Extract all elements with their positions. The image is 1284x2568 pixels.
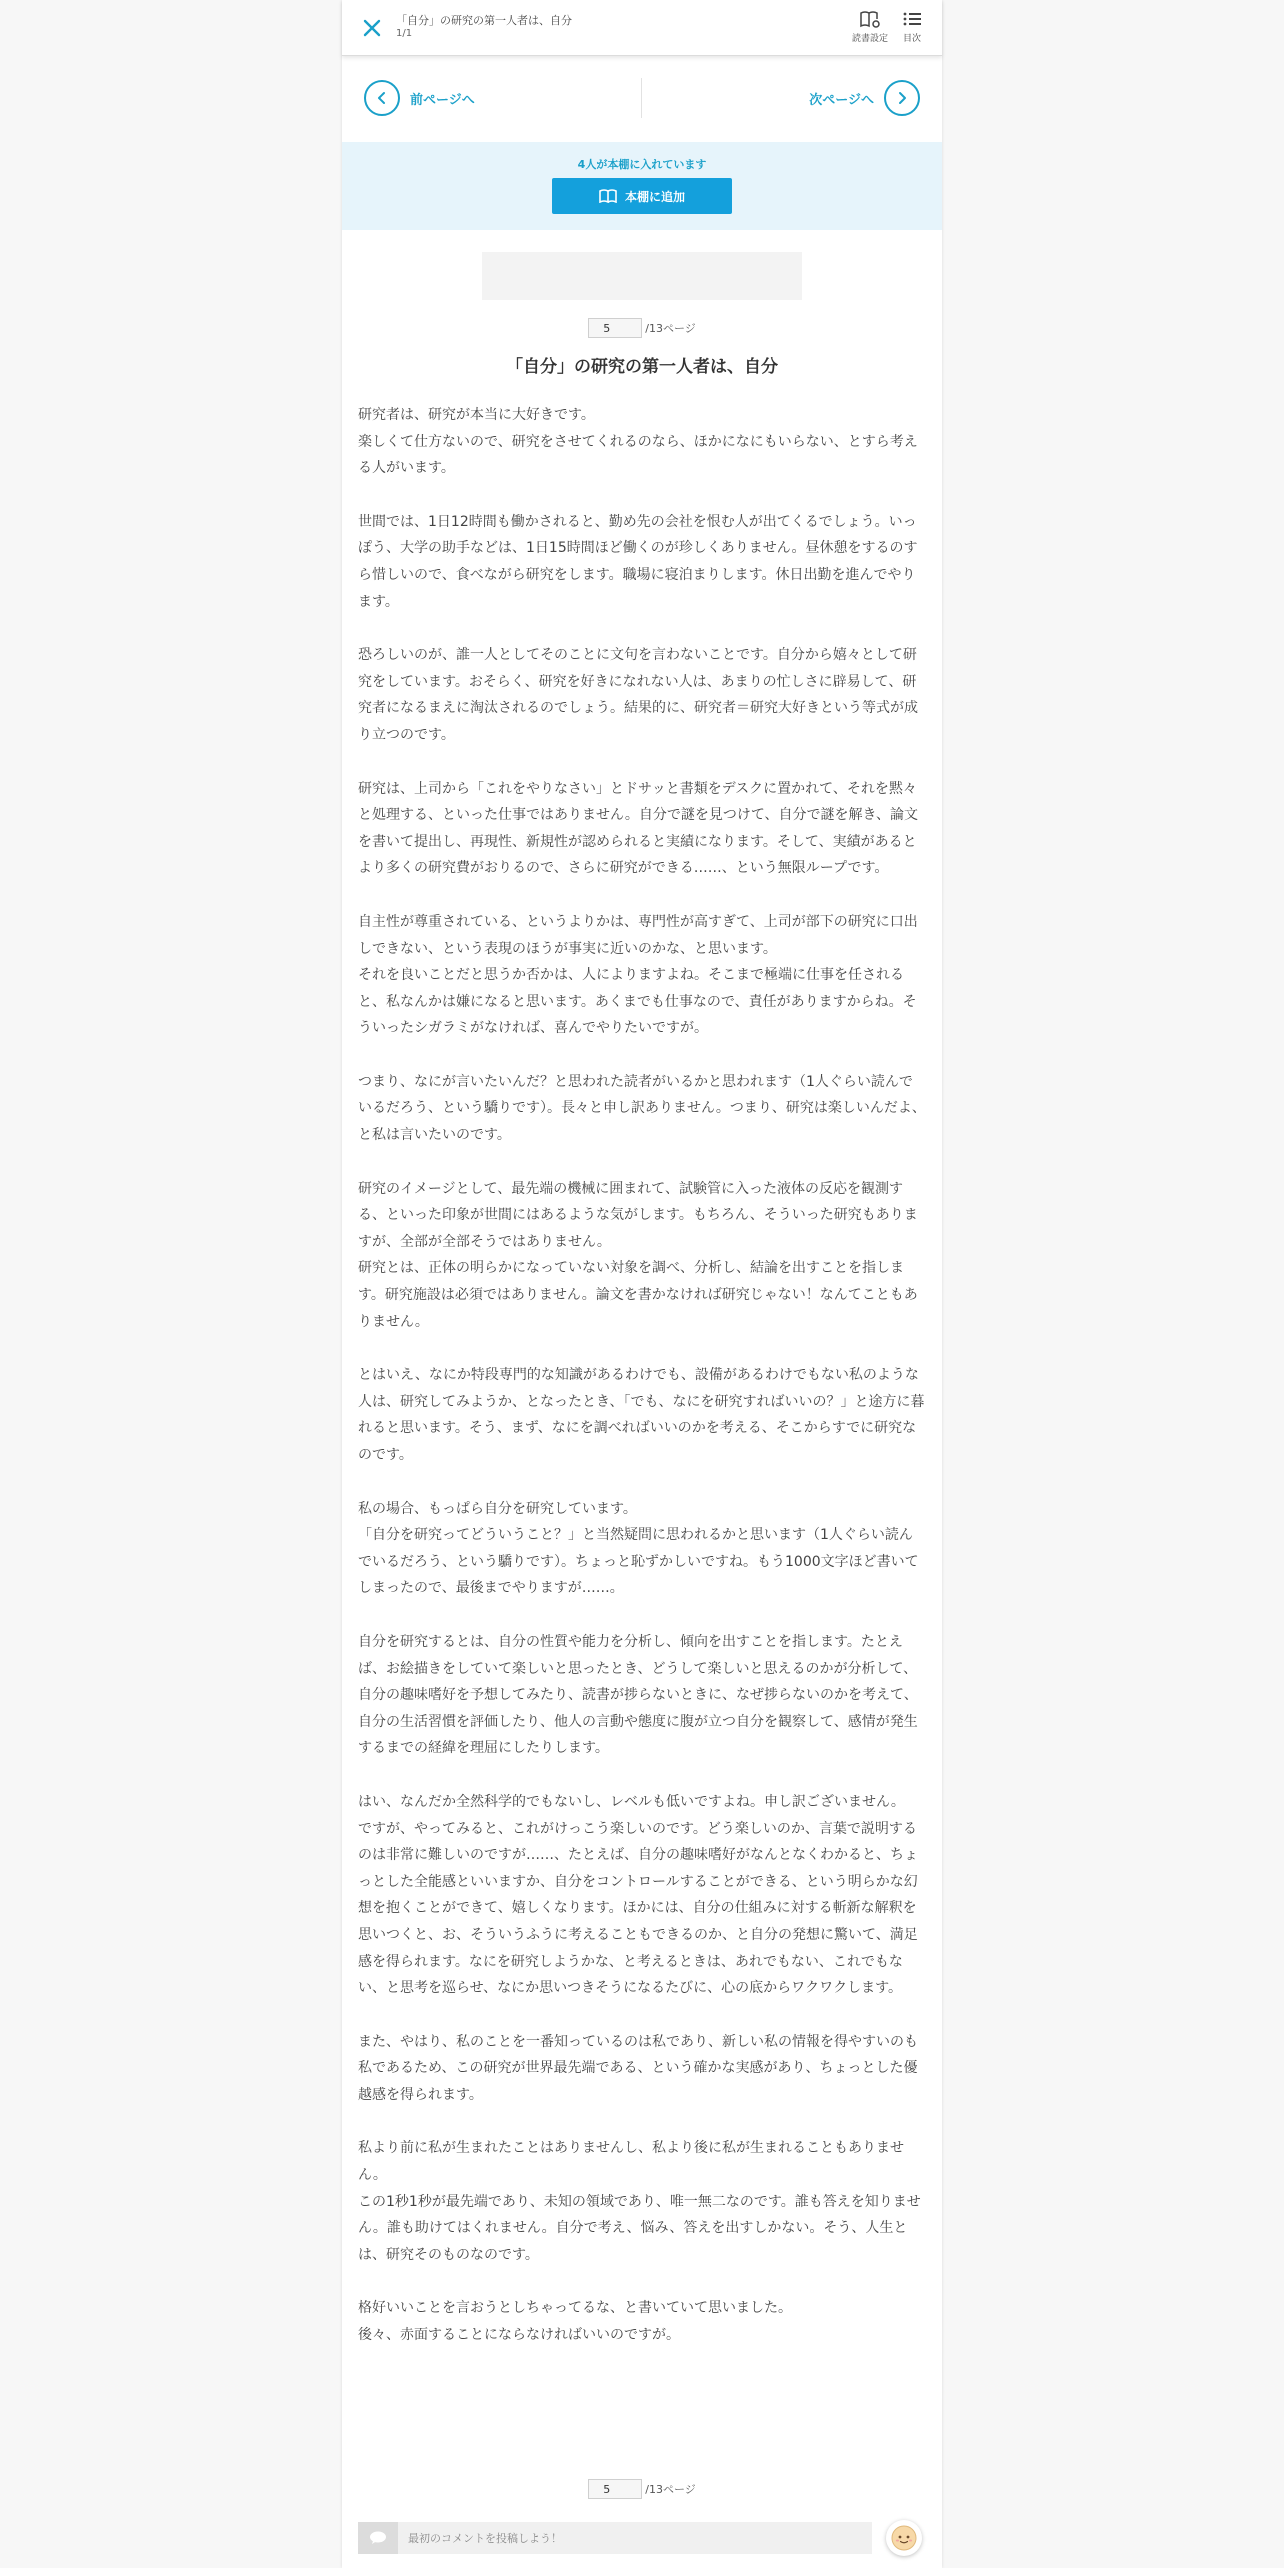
page-navigation: [342, 68, 942, 128]
paragraph: 私より前に私が生まれたことはありませんし、私より後に私が生まれることもありません。 この1秒1秒が最先端であり、未知の領域であり、唯一無二なのです。誰も答えを知りません。誰も助けてはくれません。自分で考え、悩み、答えを出すしかない。そう、人生とは、研究そのものなのです。: [358, 2140, 921, 2263]
reading-settings-button[interactable]: [848, 10, 892, 50]
prev-circle: [364, 80, 400, 116]
next-page-link[interactable]: [809, 80, 920, 116]
close-icon: [363, 19, 381, 37]
reaction-button[interactable]: [886, 2520, 922, 2556]
speech-bubble-icon: [369, 2531, 387, 2545]
reader-header: [342, 0, 942, 56]
header-page-indicator: 1/1: [396, 28, 413, 39]
toc-label: 目次: [902, 34, 921, 44]
add-to-bookshelf-button[interactable]: [552, 178, 732, 214]
add-to-bookshelf-label: 本棚に追加: [624, 189, 685, 204]
reader-page: [342, 0, 942, 2568]
paragraph: 格好いいことを言おうとしちゃってるな、と書いていて思いました。 後々、赤面することにならなければいいのですが。: [358, 2300, 792, 2344]
page-total-top: /13ページ: [645, 322, 696, 335]
article-body: [358, 402, 926, 2349]
bookshelf-band: [342, 142, 942, 230]
prev-page-label: 前ページへ: [410, 92, 475, 108]
page-number-input-top[interactable]: [588, 318, 642, 338]
paragraph: 私の場合、もっぱら自分を研究しています。 「自分を研究ってどういうこと？」と当然疑問に思われるかと思います（1人ぐらい読んでいるだろう、という驕りです）。ちょっと恥ずかしいですね。もう1000文字ほど書いてしまったので、最後までやりますが……。: [358, 1500, 919, 1597]
pager-divider: [641, 78, 642, 118]
comment-placeholder: 最初のコメントを投稿しよう！: [408, 2532, 562, 2545]
paragraph: 自主性が尊重されている、というよりかは、専門性が高すぎて、上司が部下の研究に口出しできない、という表現のほうが事実に近いのかな、と思います。 それを良いことだと思うか否かは、人によりますよね。そこまで極端に仕事を任されると、私なんかは嫌になると思います。あくまでも仕事なので、責任がありますからね。そういったシガラミがなければ、喜んでやりたいですが。: [358, 913, 918, 1037]
paragraph: 世間では、1日12時間も働かされると、勤め先の会社を恨む人が出てくるでしょう。いっぽう、大学の助手などは、1日15時間ほど働くのが珍しくありません。昼休憩をするのすら惜しいので、食べながら研究をします。職場に寝泊まりします。休日出勤を進んでやります。: [358, 513, 918, 610]
list-icon: [902, 10, 922, 28]
book-icon: [599, 189, 617, 203]
page-number-input-bottom[interactable]: [588, 2479, 642, 2499]
chevron-left-icon: [375, 91, 389, 105]
paragraph: つまり、なにが言いたいんだ？と思われた読者がいるかと思われます（1人ぐらい読んでいるだろう、という驕りです）。長々と申し訳ありません。つまり、研究は楽しいんだよ、と私は言いたいのです。: [358, 1073, 926, 1144]
next-page-label: 次ページへ: [809, 92, 874, 108]
page-jump-top: [342, 318, 942, 338]
prev-page-link[interactable]: [364, 80, 475, 116]
reading-settings-label: 読書設定: [851, 34, 888, 44]
page-jump-bottom: [342, 2479, 942, 2499]
bookshelf-count: 4人が本棚に入れています: [577, 158, 707, 171]
ad-placeholder: [482, 252, 802, 300]
paragraph: 研究のイメージとして、最先端の機械に囲まれて、試験管に入った液体の反応を観測する、といった印象が世間にはあるような気がします。もちろん、そういった研究もありますが、全部が全部そうではありません。 研究とは、正体の明らかになっていない対象を調べ、分析し、結論を出すことを指します。研究施設は必須ではありません。論文を書かなければ研究じゃない！なんてこともありません。: [358, 1180, 918, 1330]
comment-avatar: [358, 2522, 398, 2554]
paragraph: 恐ろしいのが、誰一人としてそのことに文句を言わないことです。自分から嬉々として研究をしています。おそらく、研究を好きになれない人は、あまりの忙しさに辟易して、研究者になるまえに淘汰されるのでしょう。結果的に、研究者＝研究大好きという等式が成り立つのです。: [358, 647, 918, 743]
header-title: 「自分」の研究の第一人者は、自分: [396, 14, 572, 27]
toc-button[interactable]: [896, 10, 928, 50]
book-settings-icon: [859, 10, 881, 28]
close-button[interactable]: [358, 14, 386, 42]
paragraph: 研究者は、研究が本当に大好きです。 楽しくて仕方ないので、研究をさせてくれるのなら、ほかになにもいらない、とすら考える人がいます。: [358, 407, 918, 477]
next-circle: [884, 80, 920, 116]
paragraph: また、やはり、私のことを一番知っているのは私であり、新しい私の情報を得やすいのも私であるため、この研究が世界最先端である、という確かな実感があり、ちょっとした優越感を得られます。: [358, 2033, 918, 2103]
paragraph: 研究は、上司から「これをやりなさい」とドサッと書類をデスクに置かれて、それを黙々と処理する、といった仕事ではありません。自分で謎を見つけて、自分で謎を解き、論文を書いて提出し、再現性、新規性が認められると実績になります。そして、実績があるとより多くの研究費がおりるので、さらに研究ができる……、という無限ループです。: [358, 780, 918, 877]
paragraph: はい、なんだか全然科学的でもないし、レベルも低いですよね。申し訳ございません。 ですが、やってみると、これがけっこう楽しいのです。どう楽しいのか、言葉で説明するのは非常に難しいのですが……、たとえば、自分の趣味嗜好がなんとなくわかると、ちょっとした全能感といいますか、自分をコントロールすることができる、という明らかな幻想を抱くことができて、嬉しくなります。ほかには、自分の仕組みに対する斬新な解釈を思いつくと、お、そういうふうに考えることもできるのか、と自分の発想に驚いて、満足感を得られます。なにを研究しようかな、と考えるときは、あれでもない、これでもない、と思考を巡らせ、なにか思いつきそうになるたびに、心の底からワクワクします。: [358, 1793, 918, 1997]
paragraph: とはいえ、なにか特段専門的な知識があるわけでも、設備があるわけでもない私のような人は、研究してみようか、となったとき、「でも、なにを研究すればいいの？」と途方に暮れると思います。そう、まず、なにを調べればいいのかを考える、そこからすでに研究なのです。: [358, 1367, 925, 1463]
paragraph: 自分を研究するとは、自分の性質や能力を分析し、傾向を出すことを指します。たとえば、お絵描きをしていて楽しいと思ったとき、どうして楽しいと思えるのかが分析して、自分の趣味嗜好を予想してみたり、読書が捗らないときに、なぜ捗らないのかを考えて、自分の生活習慣を評価したり、他人の言動や態度に腹が立つ自分を観察して、感情が発生するまでの経緯を理屈にしたりします。: [358, 1633, 918, 1757]
chevron-right-icon: [895, 91, 909, 105]
page-total-bottom: /13ページ: [645, 2483, 696, 2496]
comment-input[interactable]: [358, 2522, 872, 2554]
smiley-face-icon: [891, 2525, 917, 2551]
article-title: 「自分」の研究の第一人者は、自分: [506, 357, 778, 377]
